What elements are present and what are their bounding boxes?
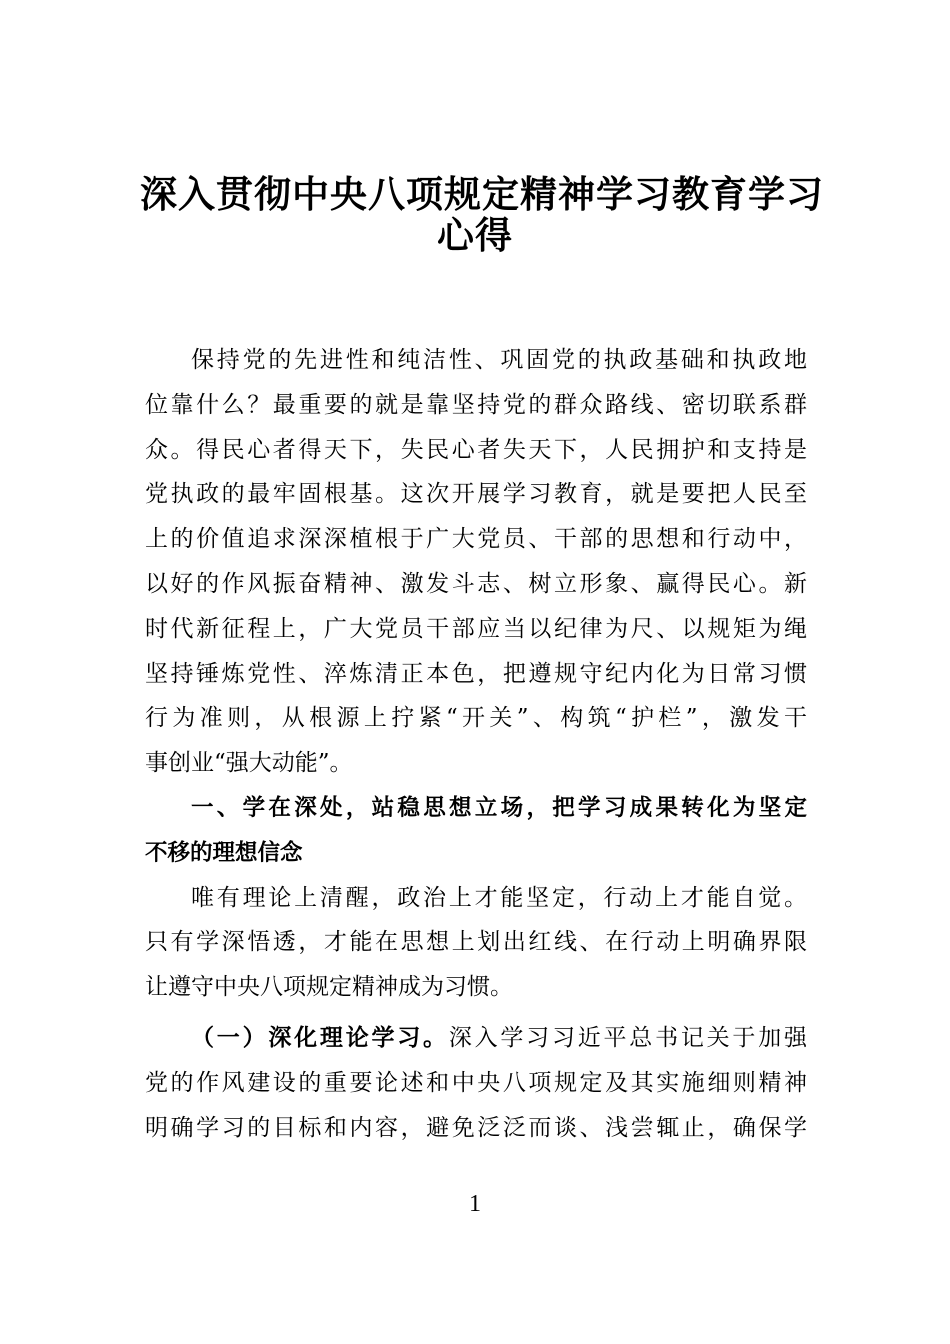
paragraph-line: 时代新征程上，广大党员干部应当以纪律为尺、以规矩为绳 <box>145 615 807 642</box>
paragraph-line: 上的价值追求深深植根于广大党员、干部的思想和行动中， <box>145 526 807 553</box>
subsection-line-rest: 深入学习习近平总书记关于加强 <box>448 1024 807 1051</box>
paragraph-line: 唯有理论上清醒，政治上才能坚定，行动上才能自觉。 <box>191 884 807 911</box>
paragraph-line: 位靠什么？最重要的就是靠坚持党的群众路线、密切联系群 <box>145 391 807 418</box>
paragraph-line: 党执政的最牢固根基。这次开展学习教育，就是要把人民至 <box>145 481 807 508</box>
paragraph-line: 明确学习的目标和内容，避免泛泛而谈、浅尝辄止，确保学 <box>145 1114 807 1141</box>
paragraph-line: 行为准则，从根源上拧紧“开关”、构筑“护栏”，激发干 <box>145 705 807 732</box>
paragraph-line: 党的作风建设的重要论述和中央八项规定及其实施细则精神 <box>145 1069 807 1096</box>
document-title-line-1: 深入贯彻中央八项规定精神学习教育学习 <box>140 172 824 216</box>
section-heading-line: 一、学在深处，站稳思想立场，把学习成果转化为坚定 <box>191 794 807 821</box>
subsection-label: （一）深化理论学习。 <box>191 1023 449 1051</box>
page-number: 1 <box>469 1191 481 1217</box>
paragraph-line: 事创业“强大动能”。 <box>145 750 353 777</box>
paragraph-line: 以好的作风振奋精神、激发斗志、树立形象、赢得民心。新 <box>145 570 807 597</box>
paragraph-line: 坚持锤炼党性、淬炼清正本色，把遵规守纪内化为日常习惯 <box>145 660 807 687</box>
paragraph-line: 保持党的先进性和纯洁性、巩固党的执政基础和执政地 <box>191 347 807 373</box>
document-body <box>145 338 807 1150</box>
paragraph-line: 众。得民心者得天下，失民心者失天下，人民拥护和支持是 <box>145 436 807 463</box>
subsection-first-line <box>145 1016 807 1061</box>
section-heading-line: 不移的理想信念 <box>145 839 303 866</box>
document-title-line-2: 心得 <box>437 213 513 257</box>
paragraph-line: 只有学深悟透，才能在思想上划出红线、在行动上明确界限 <box>145 929 807 956</box>
paragraph-line: 让遵守中央八项规定精神成为习惯。 <box>145 974 513 1001</box>
